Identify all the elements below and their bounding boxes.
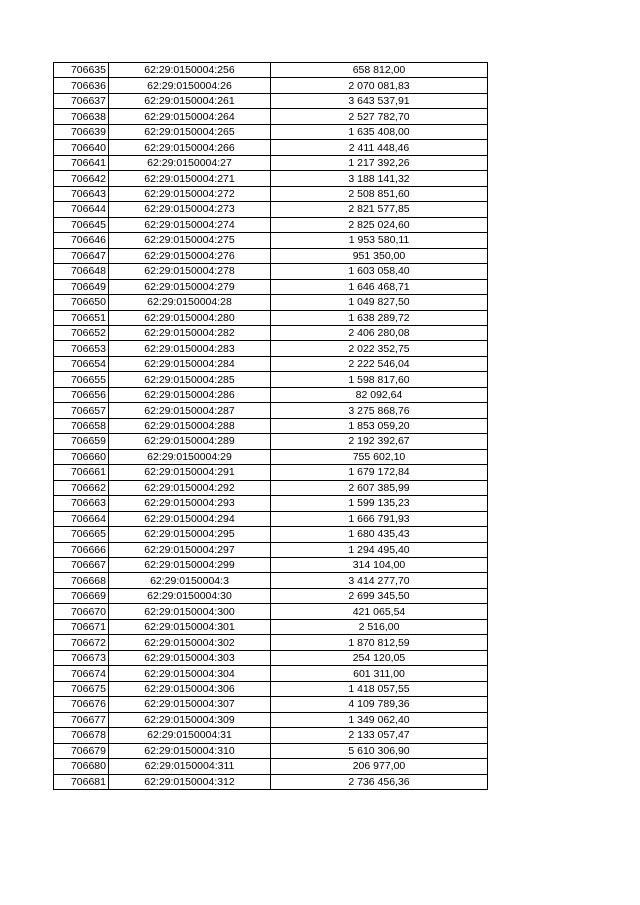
cadastral-value-cell: 658 812,00 bbox=[271, 63, 488, 78]
table-row bbox=[54, 743, 488, 758]
row-id-cell: 706674 bbox=[54, 666, 109, 681]
table-row bbox=[54, 542, 488, 557]
table-row bbox=[54, 496, 488, 511]
cadastral-value-cell: 1 638 289,72 bbox=[271, 310, 488, 325]
table-row bbox=[54, 759, 488, 774]
cadastral-number-cell: 62:29:0150004:289 bbox=[109, 434, 271, 449]
table-row bbox=[54, 295, 488, 310]
cadastral-number-cell: 62:29:0150004:30 bbox=[109, 588, 271, 603]
cadastral-number-cell: 62:29:0150004:286 bbox=[109, 387, 271, 402]
row-id-cell: 706678 bbox=[54, 728, 109, 743]
row-id-cell: 706664 bbox=[54, 511, 109, 526]
cadastral-number-cell: 62:29:0150004:284 bbox=[109, 356, 271, 371]
row-id-cell: 706639 bbox=[54, 124, 109, 139]
row-id-cell: 706646 bbox=[54, 233, 109, 248]
row-id-cell: 706669 bbox=[54, 588, 109, 603]
table-row bbox=[54, 728, 488, 743]
cadastral-value-cell: 1 294 495,40 bbox=[271, 542, 488, 557]
table-row bbox=[54, 248, 488, 263]
table-row bbox=[54, 217, 488, 232]
table-row bbox=[54, 155, 488, 170]
cadastral-value-cell: 1 853 059,20 bbox=[271, 418, 488, 433]
cadastral-value-cell: 2 192 392,67 bbox=[271, 434, 488, 449]
cadastral-number-cell: 62:29:0150004:278 bbox=[109, 264, 271, 279]
table-row bbox=[54, 341, 488, 356]
cadastral-number-cell: 62:29:0150004:261 bbox=[109, 93, 271, 108]
cadastral-value-cell: 2 022 352,75 bbox=[271, 341, 488, 356]
cadastral-value-cell: 2 516,00 bbox=[271, 619, 488, 634]
cadastral-value-cell: 254 120,05 bbox=[271, 650, 488, 665]
cadastral-value-cell: 3 188 141,32 bbox=[271, 171, 488, 186]
cadastral-value-cell: 755 602,10 bbox=[271, 449, 488, 464]
row-id-cell: 706665 bbox=[54, 527, 109, 542]
row-id-cell: 706666 bbox=[54, 542, 109, 557]
cadastral-number-cell: 62:29:0150004:292 bbox=[109, 480, 271, 495]
table-row bbox=[54, 480, 488, 495]
cadastral-value-table bbox=[53, 62, 488, 790]
row-id-cell: 706680 bbox=[54, 759, 109, 774]
row-id-cell: 706662 bbox=[54, 480, 109, 495]
row-id-cell: 706640 bbox=[54, 140, 109, 155]
cadastral-value-cell: 2 411 448,46 bbox=[271, 140, 488, 155]
cadastral-value-cell: 2 527 782,70 bbox=[271, 109, 488, 124]
row-id-cell: 706675 bbox=[54, 681, 109, 696]
table-row bbox=[54, 666, 488, 681]
cadastral-number-cell: 62:29:0150004:293 bbox=[109, 496, 271, 511]
table-row bbox=[54, 681, 488, 696]
cadastral-value-cell: 2 736 456,36 bbox=[271, 774, 488, 789]
table-row bbox=[54, 697, 488, 712]
cadastral-number-cell: 62:29:0150004:279 bbox=[109, 279, 271, 294]
cadastral-number-cell: 62:29:0150004:294 bbox=[109, 511, 271, 526]
row-id-cell: 706637 bbox=[54, 93, 109, 108]
table-row bbox=[54, 418, 488, 433]
cadastral-number-cell: 62:29:0150004:299 bbox=[109, 558, 271, 573]
row-id-cell: 706651 bbox=[54, 310, 109, 325]
cadastral-number-cell: 62:29:0150004:304 bbox=[109, 666, 271, 681]
cadastral-number-cell: 62:29:0150004:276 bbox=[109, 248, 271, 263]
cadastral-number-cell: 62:29:0150004:291 bbox=[109, 465, 271, 480]
row-id-cell: 706655 bbox=[54, 372, 109, 387]
cadastral-number-cell: 62:29:0150004:26 bbox=[109, 78, 271, 93]
cadastral-number-cell: 62:29:0150004:307 bbox=[109, 697, 271, 712]
table-row bbox=[54, 588, 488, 603]
cadastral-value-cell: 2 508 851,60 bbox=[271, 186, 488, 201]
cadastral-number-cell: 62:29:0150004:264 bbox=[109, 109, 271, 124]
cadastral-value-cell: 1 666 791,93 bbox=[271, 511, 488, 526]
row-id-cell: 706658 bbox=[54, 418, 109, 433]
cadastral-number-cell: 62:29:0150004:3 bbox=[109, 573, 271, 588]
row-id-cell: 706649 bbox=[54, 279, 109, 294]
table-row bbox=[54, 186, 488, 201]
cadastral-value-cell: 1 953 580,11 bbox=[271, 233, 488, 248]
table-row bbox=[54, 124, 488, 139]
row-id-cell: 706652 bbox=[54, 325, 109, 340]
cadastral-value-cell: 3 643 537,91 bbox=[271, 93, 488, 108]
row-id-cell: 706681 bbox=[54, 774, 109, 789]
cadastral-value-cell: 1 646 468,71 bbox=[271, 279, 488, 294]
cadastral-number-cell: 62:29:0150004:303 bbox=[109, 650, 271, 665]
table-row bbox=[54, 774, 488, 789]
row-id-cell: 706659 bbox=[54, 434, 109, 449]
table-row bbox=[54, 465, 488, 480]
cadastral-value-cell: 2 406 280,08 bbox=[271, 325, 488, 340]
cadastral-number-cell: 62:29:0150004:311 bbox=[109, 759, 271, 774]
cadastral-value-cell: 2 133 057,47 bbox=[271, 728, 488, 743]
row-id-cell: 706673 bbox=[54, 650, 109, 665]
cadastral-number-cell: 62:29:0150004:312 bbox=[109, 774, 271, 789]
row-id-cell: 706667 bbox=[54, 558, 109, 573]
cadastral-number-cell: 62:29:0150004:297 bbox=[109, 542, 271, 557]
row-id-cell: 706653 bbox=[54, 341, 109, 356]
row-id-cell: 706660 bbox=[54, 449, 109, 464]
cadastral-value-cell: 1 349 062,40 bbox=[271, 712, 488, 727]
cadastral-value-cell: 2 607 385,99 bbox=[271, 480, 488, 495]
cadastral-number-cell: 62:29:0150004:310 bbox=[109, 743, 271, 758]
cadastral-value-cell: 1 418 057,55 bbox=[271, 681, 488, 696]
cadastral-value-cell: 2 825 024,60 bbox=[271, 217, 488, 232]
table-row bbox=[54, 171, 488, 186]
cadastral-number-cell: 62:29:0150004:273 bbox=[109, 202, 271, 217]
row-id-cell: 706661 bbox=[54, 465, 109, 480]
cadastral-value-cell: 2 699 345,50 bbox=[271, 588, 488, 603]
cadastral-value-cell: 601 311,00 bbox=[271, 666, 488, 681]
table-row bbox=[54, 635, 488, 650]
row-id-cell: 706636 bbox=[54, 78, 109, 93]
cadastral-number-cell: 62:29:0150004:302 bbox=[109, 635, 271, 650]
cadastral-number-cell: 62:29:0150004:309 bbox=[109, 712, 271, 727]
row-id-cell: 706642 bbox=[54, 171, 109, 186]
row-id-cell: 706677 bbox=[54, 712, 109, 727]
cadastral-number-cell: 62:29:0150004:295 bbox=[109, 527, 271, 542]
cadastral-value-cell: 3 275 868,76 bbox=[271, 403, 488, 418]
cadastral-number-cell: 62:29:0150004:29 bbox=[109, 449, 271, 464]
table-row bbox=[54, 109, 488, 124]
row-id-cell: 706656 bbox=[54, 387, 109, 402]
cadastral-value-cell: 2 821 577,85 bbox=[271, 202, 488, 217]
cadastral-number-cell: 62:29:0150004:27 bbox=[109, 155, 271, 170]
cadastral-value-cell: 2 070 081,83 bbox=[271, 78, 488, 93]
table-row bbox=[54, 449, 488, 464]
table-row bbox=[54, 650, 488, 665]
cadastral-value-cell: 314 104,00 bbox=[271, 558, 488, 573]
table-row bbox=[54, 140, 488, 155]
table-row bbox=[54, 279, 488, 294]
row-id-cell: 706672 bbox=[54, 635, 109, 650]
cadastral-number-cell: 62:29:0150004:280 bbox=[109, 310, 271, 325]
cadastral-number-cell: 62:29:0150004:282 bbox=[109, 325, 271, 340]
table-row bbox=[54, 372, 488, 387]
table-row bbox=[54, 93, 488, 108]
cadastral-value-cell: 4 109 789,36 bbox=[271, 697, 488, 712]
row-id-cell: 706668 bbox=[54, 573, 109, 588]
row-id-cell: 706663 bbox=[54, 496, 109, 511]
cadastral-number-cell: 62:29:0150004:272 bbox=[109, 186, 271, 201]
row-id-cell: 706670 bbox=[54, 604, 109, 619]
cadastral-value-cell: 1 598 817,60 bbox=[271, 372, 488, 387]
cadastral-value-cell: 206 977,00 bbox=[271, 759, 488, 774]
cadastral-value-cell: 1 680 435,43 bbox=[271, 527, 488, 542]
table-row bbox=[54, 356, 488, 371]
table-row bbox=[54, 264, 488, 279]
cadastral-number-cell: 62:29:0150004:31 bbox=[109, 728, 271, 743]
cadastral-number-cell: 62:29:0150004:28 bbox=[109, 295, 271, 310]
cadastral-value-cell: 1 603 058,40 bbox=[271, 264, 488, 279]
cadastral-value-cell: 5 610 306,90 bbox=[271, 743, 488, 758]
table-body bbox=[54, 63, 488, 790]
row-id-cell: 706657 bbox=[54, 403, 109, 418]
table-row bbox=[54, 712, 488, 727]
cadastral-value-cell: 2 222 546,04 bbox=[271, 356, 488, 371]
row-id-cell: 706650 bbox=[54, 295, 109, 310]
cadastral-value-cell: 1 049 827,50 bbox=[271, 295, 488, 310]
cadastral-value-cell: 1 870 812,59 bbox=[271, 635, 488, 650]
cadastral-number-cell: 62:29:0150004:288 bbox=[109, 418, 271, 433]
table-row bbox=[54, 387, 488, 402]
row-id-cell: 706641 bbox=[54, 155, 109, 170]
cadastral-value-cell: 3 414 277,70 bbox=[271, 573, 488, 588]
cadastral-value-cell: 82 092,64 bbox=[271, 387, 488, 402]
table-row bbox=[54, 310, 488, 325]
row-id-cell: 706648 bbox=[54, 264, 109, 279]
cadastral-number-cell: 62:29:0150004:301 bbox=[109, 619, 271, 634]
table-row bbox=[54, 202, 488, 217]
table-row bbox=[54, 233, 488, 248]
table-row bbox=[54, 78, 488, 93]
row-id-cell: 706654 bbox=[54, 356, 109, 371]
cadastral-number-cell: 62:29:0150004:287 bbox=[109, 403, 271, 418]
row-id-cell: 706635 bbox=[54, 63, 109, 78]
cadastral-value-cell: 1 599 135,23 bbox=[271, 496, 488, 511]
cadastral-value-cell: 951 350,00 bbox=[271, 248, 488, 263]
table-row bbox=[54, 527, 488, 542]
cadastral-number-cell: 62:29:0150004:265 bbox=[109, 124, 271, 139]
row-id-cell: 706647 bbox=[54, 248, 109, 263]
row-id-cell: 706638 bbox=[54, 109, 109, 124]
cadastral-value-cell: 421 065,54 bbox=[271, 604, 488, 619]
row-id-cell: 706643 bbox=[54, 186, 109, 201]
cadastral-number-cell: 62:29:0150004:283 bbox=[109, 341, 271, 356]
table-row bbox=[54, 63, 488, 78]
row-id-cell: 706644 bbox=[54, 202, 109, 217]
table-row bbox=[54, 325, 488, 340]
table-row bbox=[54, 434, 488, 449]
row-id-cell: 706679 bbox=[54, 743, 109, 758]
cadastral-value-cell: 1 679 172,84 bbox=[271, 465, 488, 480]
row-id-cell: 706645 bbox=[54, 217, 109, 232]
cadastral-value-cell: 1 635 408,00 bbox=[271, 124, 488, 139]
cadastral-number-cell: 62:29:0150004:266 bbox=[109, 140, 271, 155]
table-row bbox=[54, 511, 488, 526]
cadastral-number-cell: 62:29:0150004:306 bbox=[109, 681, 271, 696]
table-row bbox=[54, 403, 488, 418]
cadastral-number-cell: 62:29:0150004:274 bbox=[109, 217, 271, 232]
table-row bbox=[54, 619, 488, 634]
table-row bbox=[54, 558, 488, 573]
row-id-cell: 706671 bbox=[54, 619, 109, 634]
cadastral-value-cell: 1 217 392,26 bbox=[271, 155, 488, 170]
cadastral-number-cell: 62:29:0150004:271 bbox=[109, 171, 271, 186]
cadastral-number-cell: 62:29:0150004:285 bbox=[109, 372, 271, 387]
table-row bbox=[54, 573, 488, 588]
table-row bbox=[54, 604, 488, 619]
cadastral-number-cell: 62:29:0150004:275 bbox=[109, 233, 271, 248]
cadastral-number-cell: 62:29:0150004:300 bbox=[109, 604, 271, 619]
row-id-cell: 706676 bbox=[54, 697, 109, 712]
cadastral-number-cell: 62:29:0150004:256 bbox=[109, 63, 271, 78]
